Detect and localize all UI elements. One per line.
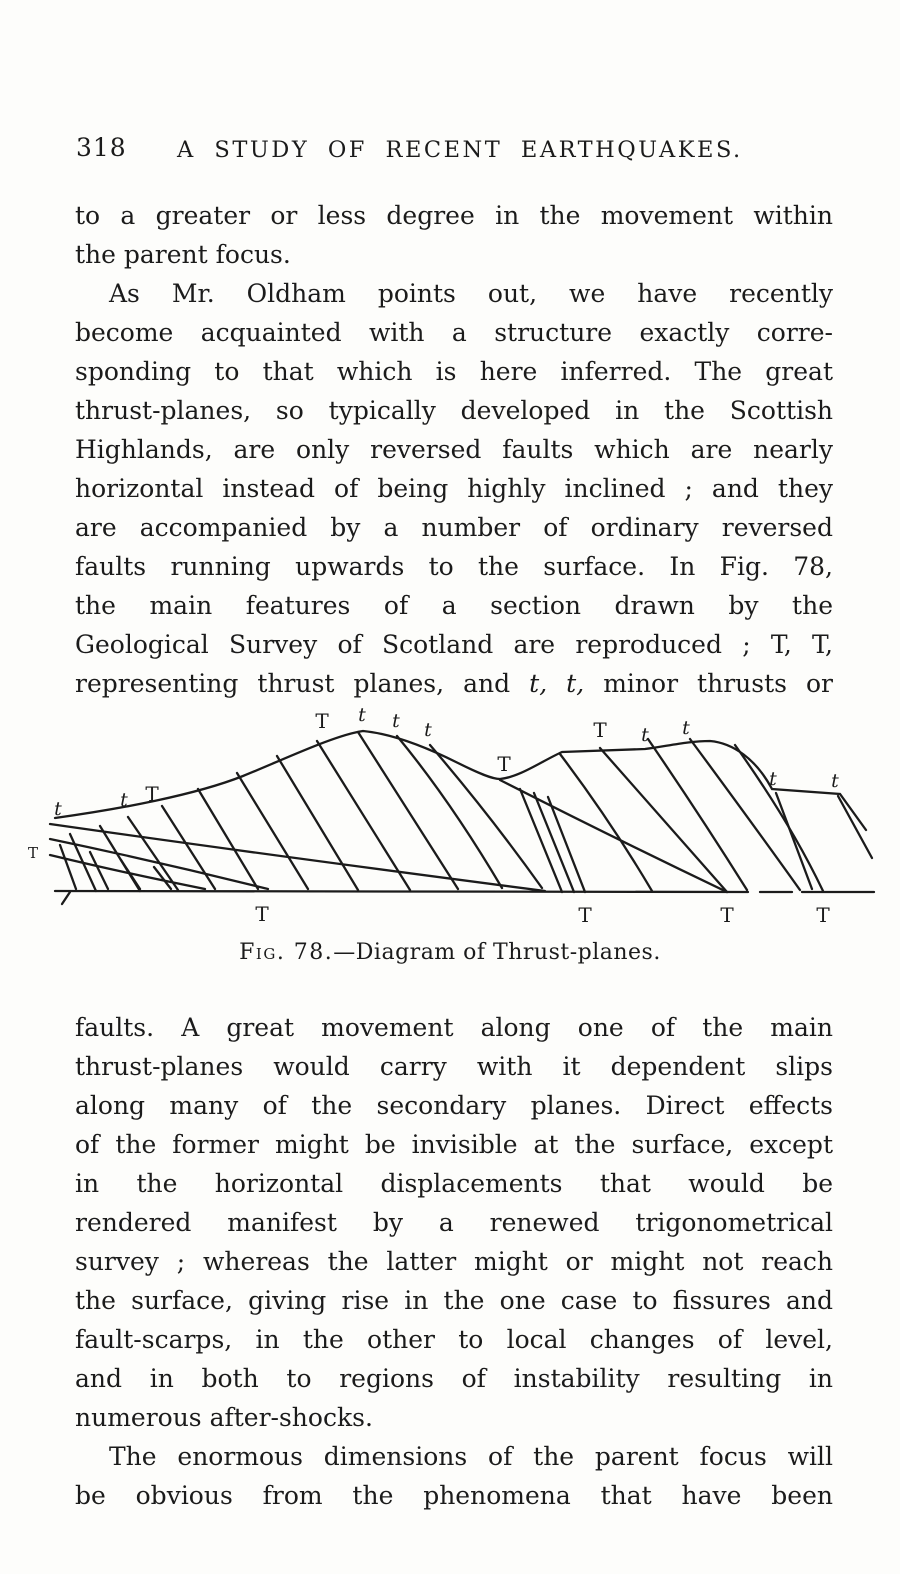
- minor-thrust-label: t: [682, 717, 690, 739]
- text-line: [75, 547, 833, 586]
- text-line: [75, 1125, 833, 1164]
- minor-thrust-label: t: [424, 719, 432, 741]
- fault-line: [600, 748, 727, 892]
- text-segment: survey ; whereas the latter might or might not reach: [75, 1247, 833, 1276]
- figure-caption: [0, 940, 900, 965]
- figure-caption-text: —Diagram of Thrust-planes.: [333, 940, 661, 965]
- text-segment: As Mr. Oldham points out, we have recently: [109, 279, 833, 308]
- text-line: [75, 1359, 833, 1398]
- text-segment: are accompanied by a number of ordinary reversed: [75, 513, 833, 542]
- italic-text-segment: t, t,: [529, 669, 585, 698]
- fault-line: [50, 824, 545, 891]
- text-after-figure: [75, 1008, 833, 1515]
- text-segment: become acquainted with a structure exactly corre-: [75, 318, 833, 347]
- fault-line: [648, 739, 747, 890]
- text-line: [75, 586, 833, 625]
- minor-thrust-label: t: [392, 710, 400, 732]
- fault-line: [548, 797, 585, 892]
- fault-line: [838, 796, 872, 858]
- text-segment: minor thrusts or: [584, 669, 833, 698]
- fault-line: [776, 793, 812, 889]
- thrust-plane-label: T: [593, 718, 607, 742]
- text-segment: to a greater or less degree in the movement within: [75, 201, 833, 230]
- thrust-plane-label: T: [816, 903, 830, 927]
- text-before-figure: [75, 196, 833, 703]
- thrust-plane-label: T: [255, 902, 269, 926]
- text-line: [75, 196, 833, 235]
- minor-thrust-label: t: [120, 789, 128, 811]
- text-segment: representing thrust planes, and: [75, 669, 530, 698]
- text-segment: of the former might be invisible at the surface, except: [75, 1130, 833, 1159]
- text-segment: thrust-planes, so typically developed in the Scottish: [75, 396, 833, 425]
- text-line: [75, 274, 833, 313]
- text-segment: Highlands, are only reversed faults which are nearly: [75, 435, 833, 464]
- minor-thrust-label: t: [54, 798, 62, 820]
- thrust-planes-figure: [0, 695, 900, 940]
- base-line: [55, 891, 874, 892]
- figure-caption-number: Fig. 78.: [239, 940, 334, 965]
- figure-svg: [0, 695, 900, 940]
- text-line: [75, 1008, 833, 1047]
- thrust-plane-label: T: [720, 903, 734, 927]
- text-segment: thrust-planes would carry with it dependent slips: [75, 1052, 833, 1081]
- text-line: [75, 352, 833, 391]
- text-line: [75, 313, 833, 352]
- fault-line: [62, 892, 70, 904]
- text-segment: along many of the secondary planes. Direct effects: [75, 1091, 833, 1120]
- text-line: [75, 1203, 833, 1242]
- text-segment: faults. A great movement along one of the main: [75, 1013, 833, 1042]
- thrust-plane-label: T: [145, 782, 159, 806]
- text-segment: numerous after-shocks.: [75, 1403, 373, 1432]
- text-line: [75, 469, 833, 508]
- thrust-plane-label: T: [27, 844, 39, 862]
- text-line: [75, 391, 833, 430]
- minor-thrust-label: t: [769, 768, 777, 790]
- fault-line: [520, 789, 562, 892]
- text-segment: horizontal instead of being highly inclined ; and they: [75, 474, 833, 503]
- text-line: [75, 508, 833, 547]
- minor-thrust-label: t: [358, 704, 366, 726]
- text-segment: in the horizontal displacements that would be: [75, 1169, 833, 1198]
- text-segment: the parent focus.: [75, 240, 291, 269]
- text-line: [75, 1437, 833, 1476]
- fault-line: [277, 756, 358, 890]
- text-line: [75, 1164, 833, 1203]
- text-segment: faults running upwards to the surface. In Fig. 78,: [75, 552, 833, 581]
- text-line: [75, 1476, 833, 1515]
- text-segment: rendered manifest by a renewed trigonometrical: [75, 1208, 833, 1237]
- text-segment: fault-scarps, in the other to local changes of level,: [75, 1325, 833, 1354]
- thrust-plane-label: T: [497, 752, 511, 776]
- text-line: [75, 430, 833, 469]
- text-segment: the main features of a section drawn by the: [75, 591, 833, 620]
- text-line: [75, 1320, 833, 1359]
- text-line: [75, 625, 833, 664]
- text-segment: sponding to that which is here inferred. The great: [75, 357, 833, 386]
- text-segment: be obvious from the phenomena that have been: [75, 1481, 833, 1510]
- text-segment: Geological Survey of Scotland are reproduced ; T, T,: [75, 630, 833, 659]
- running-title: A STUDY OF RECENT EARTHQUAKES.: [177, 137, 743, 163]
- text-line: [75, 1398, 833, 1437]
- fault-line: [60, 845, 76, 889]
- text-segment: the surface, giving rise in the one case to fissures and: [75, 1286, 833, 1315]
- minor-thrust-label: t: [831, 770, 839, 792]
- fault-line: [560, 754, 652, 891]
- text-segment: The enormous dimensions of the parent focus will: [109, 1442, 833, 1471]
- text-segment: and in both to regions of instability resulting in: [75, 1364, 833, 1393]
- text-line: [75, 1281, 833, 1320]
- thrust-plane-label: T: [315, 709, 329, 733]
- text-line: [75, 235, 833, 274]
- text-line: [75, 1242, 833, 1281]
- thrust-plane-label: T: [578, 903, 592, 927]
- minor-thrust-label: t: [641, 724, 649, 746]
- page-number: 318: [76, 133, 127, 162]
- text-line: [75, 1047, 833, 1086]
- text-line: [75, 1086, 833, 1125]
- fault-line: [430, 745, 542, 888]
